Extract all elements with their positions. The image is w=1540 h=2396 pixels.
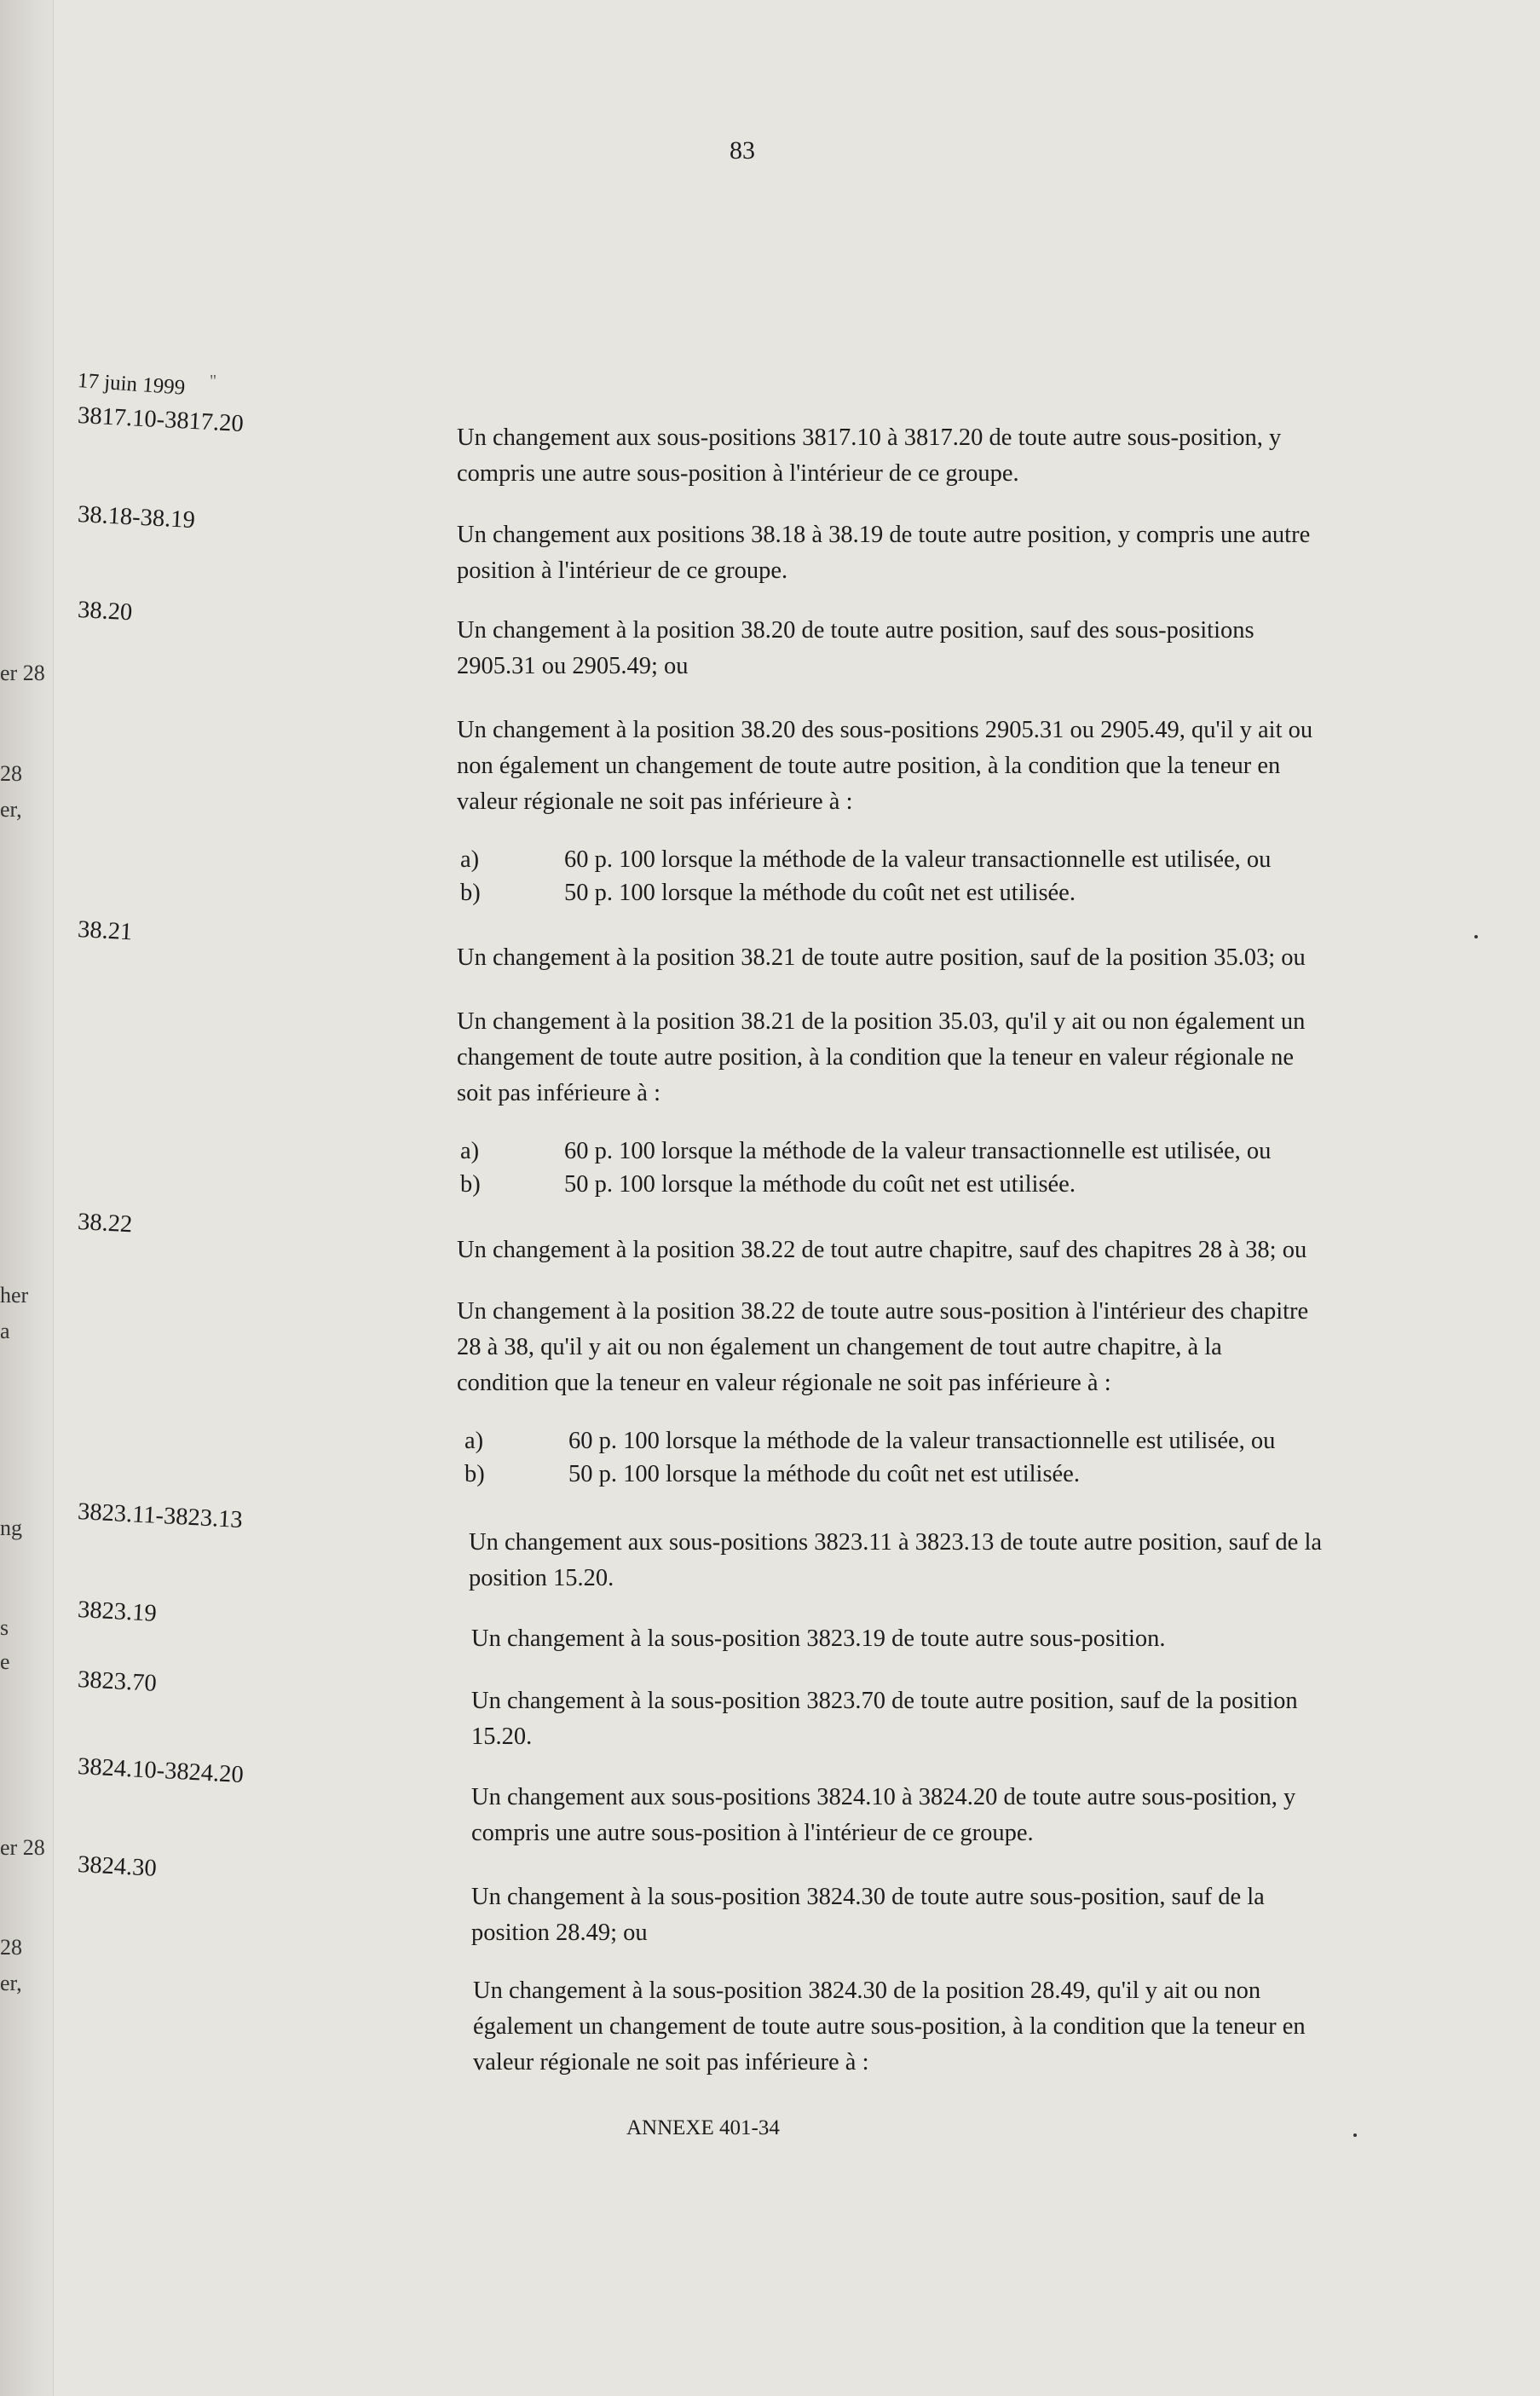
date-stamp: 17 juin 1999 (77, 369, 187, 400)
rule-paragraph: Un changement aux sous-positions 3823.11 à 3823.13 de toute autre position, sauf de la position 15.20. (469, 1529, 1323, 1591)
tariff-code: 38.21 (77, 916, 134, 946)
tariff-code: 3824.30 (77, 1851, 158, 1882)
rule-paragraph: Un changement aux positions 38.18 à 38.19 de toute autre position, y compris une autre position à l'intérieur de ce groupe. (457, 522, 1311, 584)
tariff-code: 38.18-38.19 (77, 501, 196, 534)
gutter-fragment: 28 (0, 761, 22, 786)
gutter-fragment: er, (0, 1971, 22, 1995)
rule-paragraph: Un changement à la sous-position 3824.30 de toute autre sous-position, sauf de la position 28.49; ou (471, 1884, 1265, 1946)
speck-mark (1353, 2133, 1357, 2137)
gutter-fragment: ng (0, 1516, 22, 1540)
tariff-code: 3823.11-3823.13 (77, 1498, 244, 1534)
rule-paragraph: Un changement aux sous-positions 3817.10 à 3817.20 de toute autre sous-position, y compris une autre sous-position à l'intérieur de ce groupe. (457, 424, 1282, 487)
gutter-fragment: s (0, 1615, 9, 1640)
rule-paragraph: Un changement à la sous-position 3823.19 de toute autre sous-position. (471, 1625, 1166, 1652)
gutter-fragment: her (0, 1283, 29, 1308)
gutter-fragment: 28 (0, 1935, 22, 1960)
rule-paragraph: Un changement aux sous-positions 3824.10 à 3824.20 de toute autre sous-position, y compris une autre sous-position à l'intérieur de ce groupe. (471, 1784, 1296, 1846)
rule-paragraph: Un changement à la position 38.20 des sous-positions 2905.31 ou 2905.49, qu'il y ait ou non également un changement de toute autre position, à la condition que la teneur en valeur régionale ne soit pas inférieure à : (457, 717, 1313, 815)
tariff-code: 38.20 (77, 597, 134, 626)
date-mark: " (210, 372, 217, 390)
rule-paragraph: Un changement à la position 38.22 de tout autre chapitre, sauf des chapitres 28 à 38; ou (457, 1237, 1307, 1263)
gutter-fragment: er 28 (0, 661, 45, 685)
tariff-code: 38.22 (77, 1209, 134, 1238)
page-number: 83 (730, 136, 755, 165)
gutter-fragment: a (0, 1319, 10, 1343)
tariff-code: 3823.70 (77, 1666, 158, 1697)
annex-footer: ANNEXE 401-34 (626, 2116, 780, 2139)
tariff-code: 3817.10-3817.20 (77, 402, 245, 438)
left-page-gutter (0, 0, 54, 2396)
tariff-code: 3824.10-3824.20 (77, 1753, 245, 1789)
rule-paragraph: Un changement à la sous-position 3824.30 de la position 28.49, qu'il y ait ou non également un changement de toute autre sous-position, à la condition que la teneur en valeur régionale ne soit pas inférieure à : (473, 1977, 1306, 2076)
speck-mark (1474, 935, 1478, 938)
gutter-fragment: e (0, 1649, 10, 1674)
rule-paragraph: Un changement à la position 38.22 de toute autre sous-position à l'intérieur des chapitre 28 à 38, qu'il y ait ou non également un changement de tout autre chapitre, à la condition que la teneur en valeur régionale ne soit pas inférieure à : (457, 1298, 1309, 1396)
rule-paragraph: Un changement à la sous-position 3823.70 de toute autre position, sauf de la position 15.20. (471, 1688, 1298, 1750)
gutter-fragment: er 28 (0, 1835, 45, 1860)
gutter-fragment: er, (0, 797, 22, 822)
rule-paragraph: Un changement à la position 38.20 de toute autre position, sauf des sous-positions 2905.31 ou 2905.49; ou (457, 617, 1254, 679)
rule-paragraph: Un changement à la position 38.21 de la position 35.03, qu'il y ait ou non également un changement de toute autre position, à la condition que la teneur en valeur régionale ne soit pas inférieure à : (457, 1008, 1306, 1106)
rule-paragraph: Un changement à la position 38.21 de toute autre position, sauf de la position 35.03; ou (457, 944, 1306, 971)
tariff-code: 3823.19 (77, 1596, 158, 1627)
